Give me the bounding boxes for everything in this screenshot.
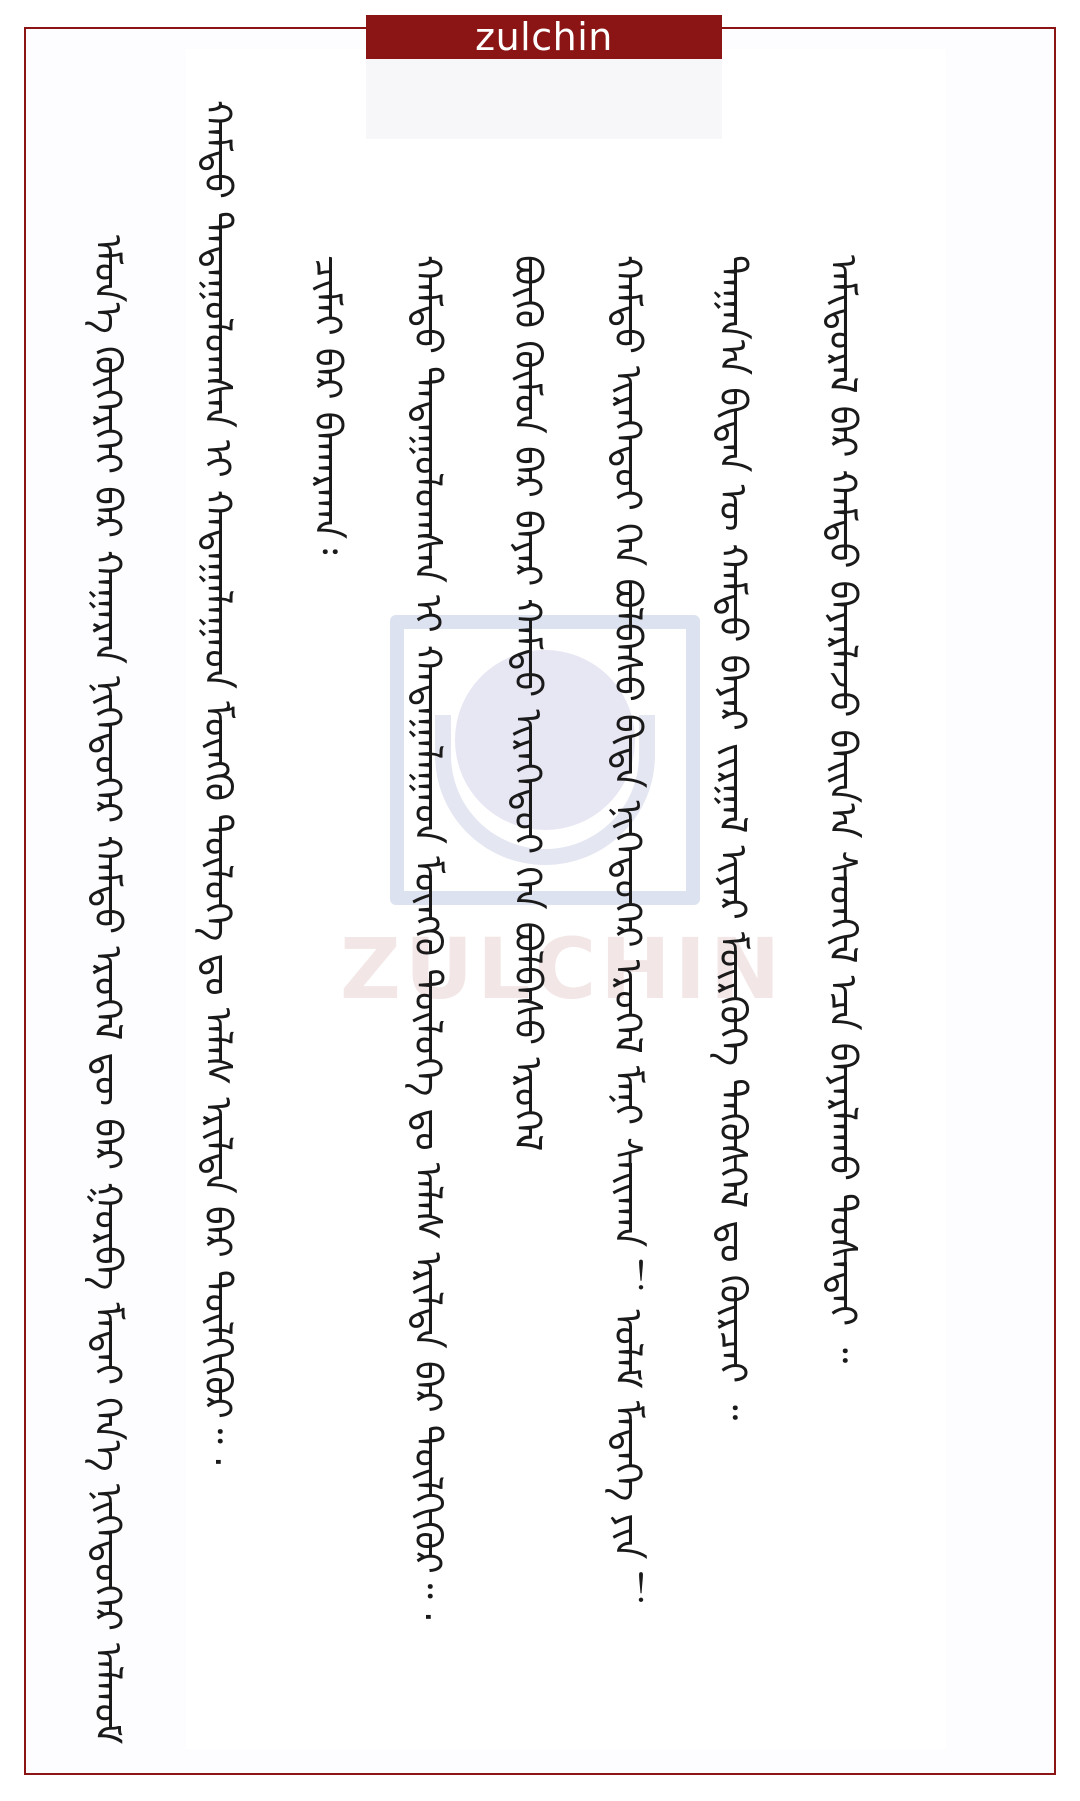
text-column-6: ᠴᠢᠮᠡᠢ ᠪᠡᠷ ᠪᠠᠬᠠᠷᠬᠠᠨ᠄ [306, 255, 350, 555]
text-column-2: ᠳᠠᠭᠠᠨ᠎ᠠ ᠪᠢᠳᠡᠨ ᠦ ᠬᠠᠮᠲᠤ ᠪᠠᠶᠠᠷ ᠵᠢᠷᠭᠠᠯ ᠢᠶᠡᠷ ᠮᠥᠷᠭᠦᠭᠡ ᠲᠡᠭᠦᠰᠭᠡᠯ ᠳᠤ ᠬᠦᠷᠴᠡᠢ ᠃ [711, 255, 755, 1421]
text-column-3: ᠬᠠᠮᠲᠤ ᠢᠷᠡᠭᠡᠳᠦᠢ ᠬᠡᠨ ᠪᠣᠯᠪᠠᠰᠤ ᠪᠢᠳᠡ ᠨᠢᠭᠡᠳᠦᠬᠡᠷ ᠡᠷᠦᠬᠡᠯ ᠮᠠᠨᠢ ᠰᠠᠢᠬᠠᠨ ！ ᠤᠯᠠᠮ ᠮᠡᠳᠡᠭᠡ ᠶᠢᠨ ！ [606, 255, 650, 1610]
header-title: zulchin [366, 15, 722, 59]
text-column-1: ᠠᠮᠢᠳᠤᠷᠠᠯ ᠪᠡᠷ ᠬᠠᠮᠲᠤ ᠪᠠᠶᠠᠷᠯᠠᠵᠤ ᠪᠠᠢᠨ᠎ᠠ ᠰᠡᠳᠬᠢᠯ ᠡᠴᠡ ᠪᠠᠶᠠᠷᠯᠠᠬᠤ ᠲᠤᠰᠠᠲᠠᠢ ᠃ [821, 255, 865, 1364]
header-shadow [366, 59, 722, 139]
watermark-text: ZULCHIN [340, 920, 785, 1018]
text-column-7: ᠬᠠᠮᠲᠤ ᠲᠠᠲᠠᠭᠤᠯᠤᠭᠰᠠᠨ ᠢ ᠬᠠᠳᠠᠭᠠᠯᠠᠭᠠᠳ ᠮᠥᠩᠭᠦ ᠲᠥᠯᠦᠭᠡ ᠳᠤ ᠠᠯᠠᠰ ᠡᠷᠢᠯᠲᠡ ᠪᠡᠷ ᠲᠦᠯᠬᠢᠭᠦᠷ᠃ · [196, 100, 240, 1468]
text-column-5: ᠬᠠᠮᠲᠤ ᠲᠠᠲᠠᠭᠤᠯᠤᠭᠰᠠᠨ ᠢ ᠬᠠᠳᠠᠭᠠᠯᠠᠭᠠᠳ ᠮᠥᠩᠭᠦ ᠲᠥᠯᠦᠭᠡ ᠳᠤ ᠠᠯᠠᠰ ᠡᠷᠢᠯᠲᠡ ᠪᠡᠷ ᠲᠦᠯᠬᠢᠭᠦᠷ᠃ · [406, 255, 450, 1623]
text-column-8: ᠡᠮᠦᠨ᠎ᠡ ᠬᠥᠭᠡᠷᠬᠡᠢ ᠪᠡᠷ ᠬᠠᠭᠠᠷᠠᠨ ᠨᠢᠭᠡᠳᠦᠬᠡᠷ ᠬᠠᠮᠲᠤ ᠡᠷᠦᠬᠡᠯ ᠳᠦ ᠪᠠᠷ ᠭᠤᠷᠪᠠ ᠮᠠᠲᠠᠢ ᠭᠡᠨ᠎ᠡ ᠨᠢᠭᠡᠳᠦᠬᠡᠷ ᠠᠯᠬᠤᠮ [86, 235, 130, 1745]
text-column-4: ᠪᠦᠬᠦ ᠬᠦᠮᠦᠨ ᠪᠡᠷ ᠪᠠᠶᠠᠷ ᠬᠠᠮᠲᠤ ᠢᠷᠡᠭᠡᠳᠦᠢ ᠬᠡᠨ ᠪᠣᠯᠪᠠᠰᠤ ᠡᠷᠦᠬᠡᠯ [506, 255, 550, 1152]
